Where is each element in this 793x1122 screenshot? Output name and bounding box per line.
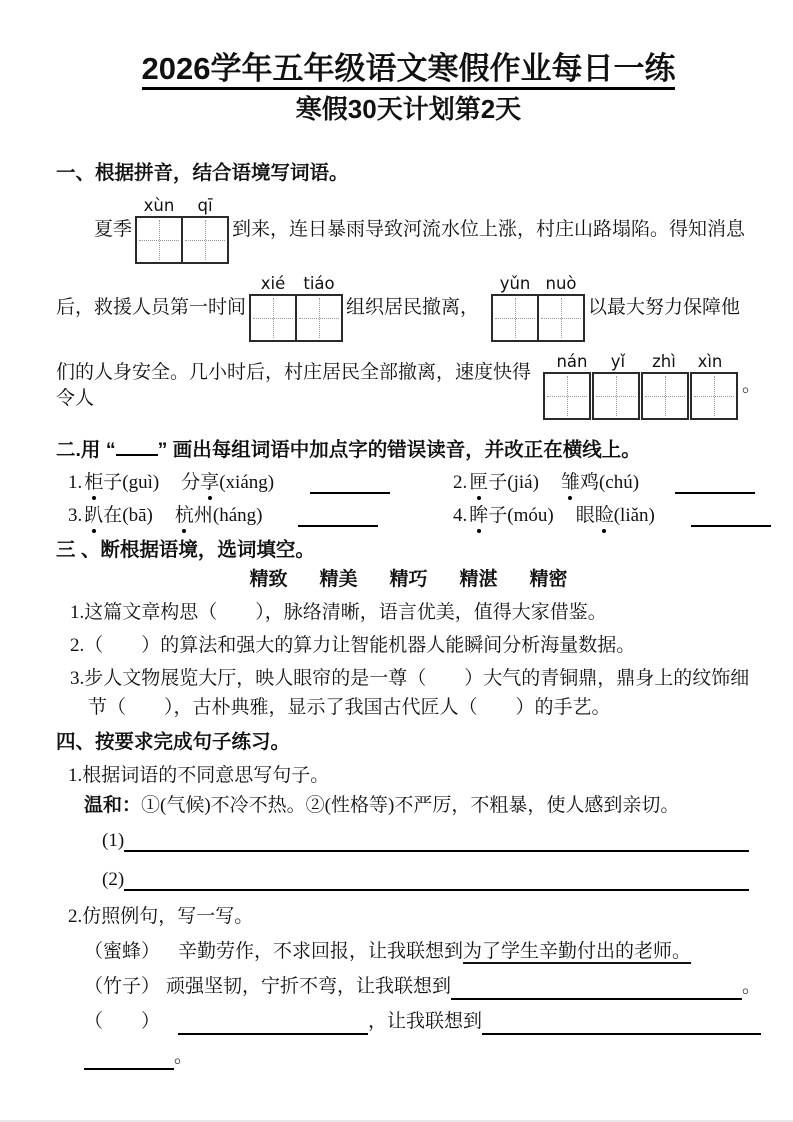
answer-blank (310, 472, 390, 494)
section-2-row-1 (56, 470, 761, 496)
word-text: 子(guì) (103, 472, 160, 493)
answer-blank (84, 1048, 174, 1070)
grid-cell (690, 372, 738, 420)
page-subtitle: 寒假30天计划第2天 (295, 94, 522, 124)
fill-in-item-3-line-1: 3.步人文物展览大厅，映人眼帘的是一尊（ ）大气的青铜鼎，鼎身上的纹饰细 (70, 668, 750, 689)
section-1-line-2 (56, 274, 761, 342)
writing-cells (249, 294, 343, 342)
pinyin-syllable: qī (197, 196, 213, 215)
line2-after-text: 以最大努力保障他 (588, 297, 741, 318)
dotted-char: 眸 (469, 503, 488, 529)
dotted-char: 柜 (84, 470, 103, 496)
grid-cell (491, 294, 539, 342)
grid-cell (295, 294, 343, 342)
word-pair (576, 503, 655, 529)
dotted-char: 杭 (175, 503, 194, 529)
final-line (56, 1044, 761, 1070)
writing-cells (491, 294, 585, 342)
pinyin-syllable: nuò (545, 274, 577, 293)
page-title-row (56, 48, 761, 90)
answer-line-1-label: (1) (102, 830, 125, 851)
page-title: 2026学年五年级语文寒假作业每日一练 (142, 51, 676, 90)
word-bank (56, 567, 761, 593)
pinyin-syllable: zhì (652, 352, 676, 371)
pinyin-row (136, 196, 228, 216)
bamboo-text: 顽强坚韧，宁折不弯，让我联想到 (166, 976, 452, 997)
line1-lead-text: 夏季 (94, 219, 133, 240)
pronunciation-item-2 (453, 470, 761, 496)
grid-cell (135, 216, 183, 264)
pronunciation-item-1 (68, 470, 453, 496)
answer-blank (675, 472, 755, 494)
grid-cell (592, 372, 640, 420)
pinyin-row (492, 274, 584, 294)
word-pair (469, 503, 553, 529)
word-text: 在(bā) (103, 505, 153, 526)
word-bank-word: 精美 (319, 569, 358, 590)
word-text: 分 (181, 472, 201, 493)
pinyin-row (549, 352, 733, 372)
word-text: (xiáng) (219, 472, 275, 493)
pinyin-syllable: nán (556, 352, 588, 371)
custom-label: （ ） (84, 1011, 161, 1032)
line3-after-text: 。 (741, 375, 761, 396)
wenhe-definition-line (56, 793, 761, 819)
writing-grid-yunnuo (491, 274, 585, 342)
section-2-row-2 (56, 503, 761, 529)
word-bank-word: 精湛 (459, 569, 498, 590)
section-1-line-1 (56, 196, 761, 264)
section-2-heading (56, 434, 761, 463)
line3-lead-text: 们的人身安全。几小时后，村庄居民全部撤离，速度快得令人 (56, 362, 532, 409)
fill-in-item-3-line-2: 节（ ），古朴典雅，显示了我国古代匠人（ ）的手艺。 (88, 697, 611, 718)
bamboo-line (56, 974, 761, 1000)
dotted-char: 睑 (595, 503, 614, 529)
item-number: 2. (453, 472, 468, 493)
word-pair (175, 503, 263, 529)
pinyin-syllable: xùn (143, 196, 175, 215)
word-bank-word: 精密 (529, 569, 568, 590)
answer-blank (482, 1013, 761, 1035)
fill-in-item-2: 2.（ ）的算法和强大的算力让智能机器人能瞬间分析海量数据。 (70, 635, 636, 656)
section-2-heading-post: ” 画出每组词语中加点字的错误读音，并改正在横线上。 (157, 439, 641, 461)
word-text: 眼 (575, 505, 595, 526)
final-period: 。 (174, 1046, 194, 1067)
bamboo-label: （竹子） (84, 976, 161, 997)
line2-lead-text: 后，救援人员第一时间 (56, 297, 247, 318)
line2-mid-text: 组织居民撤离， (346, 297, 480, 318)
word-pair (469, 470, 539, 496)
sentence-item-1: 1.根据词语的不同意思写句子。 (68, 765, 330, 786)
bee-text: 辛勤劳作，不求回报，让我联想到 (178, 941, 464, 962)
dotted-char: 雏 (561, 470, 580, 496)
item-number: 4. (453, 505, 468, 526)
grid-cell (537, 294, 585, 342)
word-text: 子(jiá) (488, 472, 539, 493)
word-text: (liǎn) (613, 505, 655, 526)
bamboo-period: 。 (741, 976, 761, 997)
answer-blank (451, 978, 742, 1000)
bee-underlined-answer: 为了学生辛勤付出的老师。 (463, 941, 692, 962)
grid-cell (181, 216, 229, 264)
answer-blank (124, 830, 749, 852)
fill-in-item-1: 1.这篇文章构思（ ），脉络清晰，语言优美，值得大家借鉴。 (70, 602, 607, 623)
pronunciation-item-3 (68, 503, 453, 529)
writing-grid-xietiao (249, 274, 343, 342)
answer-blank (691, 505, 771, 527)
wenhe-label: 温和： (84, 795, 142, 816)
heading-inline-blank (116, 434, 158, 456)
word-text: 州(háng) (193, 505, 263, 526)
line1-after-text: 到来，连日暴雨导致河流水位上涨，村庄山路塌陷。得知消息 (232, 219, 746, 240)
answer-blank (178, 1013, 368, 1035)
writing-cells (135, 216, 229, 264)
word-pair (84, 470, 159, 496)
pinyin-syllable: yǔn (499, 274, 531, 293)
item-number: 3. (68, 505, 83, 526)
pinyin-syllable: yǐ (610, 352, 626, 371)
sentence-item-2: 2.仿照例句，写一写。 (68, 906, 254, 927)
section-3-heading: 三 、断根据语境，选词填空。 (56, 539, 315, 561)
custom-line (56, 1009, 761, 1035)
pronunciation-item-4 (453, 503, 771, 529)
word-bank-word: 精致 (249, 569, 288, 590)
pinyin-syllable: tiáo (303, 274, 335, 293)
example-bee-line (56, 939, 761, 965)
item-number: 1. (68, 472, 83, 493)
bee-label: （蜜蜂） (84, 941, 161, 962)
section-2-heading-pre: 二.用 “ (56, 439, 116, 461)
grid-cell (641, 372, 689, 420)
answer-blank (124, 869, 749, 891)
word-text: 鸡(chú) (579, 472, 640, 493)
word-text: 子(móu) (488, 505, 554, 526)
answer-line-2-label: (2) (102, 869, 125, 890)
section-4-heading: 四、按要求完成句子练习。 (56, 731, 291, 753)
word-pair (84, 503, 153, 529)
writing-grid-nanyizhixin (543, 352, 739, 420)
word-pair (561, 470, 639, 496)
pinyin-row (250, 274, 342, 294)
dotted-char: 享 (200, 470, 219, 496)
pinyin-syllable: xìn (697, 352, 723, 371)
writing-cells (543, 372, 739, 420)
wenhe-text: ①(气候)不冷不热。②(性格等)不严厉，不粗暴，使人感到亲切。 (141, 795, 680, 816)
section-1-heading: 一、根据拼音，结合语境写词语。 (56, 162, 349, 184)
grid-cell (249, 294, 297, 342)
word-pair (181, 470, 274, 496)
word-bank-word: 精巧 (389, 569, 428, 590)
answer-blank (298, 505, 378, 527)
custom-mid-text: ，让我联想到 (368, 1011, 483, 1032)
pinyin-syllable: xié (260, 274, 286, 293)
dotted-char: 匣 (469, 470, 488, 496)
answer-line-2 (56, 867, 761, 893)
writing-grid-xunqi (135, 196, 229, 264)
grid-cell (543, 372, 591, 420)
dotted-char: 趴 (84, 503, 103, 529)
section-1-line-3 (56, 352, 761, 420)
answer-line-1 (56, 828, 761, 854)
